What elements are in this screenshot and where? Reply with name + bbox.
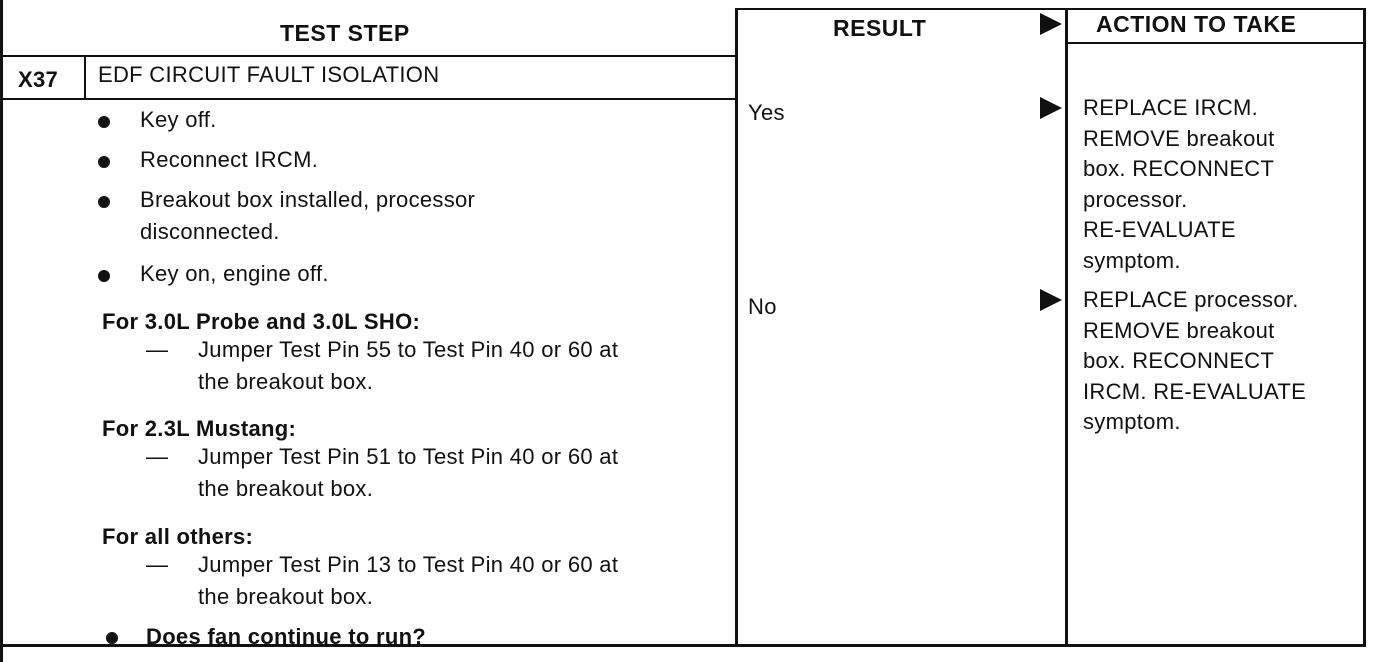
section-heading-probe-sho: For 3.0L Probe and 3.0L SHO: bbox=[102, 309, 421, 334]
section-heading-mustang: For 2.3L Mustang: bbox=[102, 416, 297, 441]
bullet-breakout-box: Breakout box installed, processor bbox=[140, 187, 476, 212]
dash: — bbox=[146, 552, 169, 577]
step-title: EDF CIRCUIT FAULT ISOLATION bbox=[98, 62, 440, 87]
action-line: box. RECONNECT bbox=[1083, 156, 1275, 181]
action-line: box. RECONNECT bbox=[1083, 348, 1275, 373]
bullet-key-on: Key on, engine off. bbox=[140, 261, 329, 286]
step-title-underline bbox=[0, 98, 738, 100]
header-bottom-rule-right bbox=[1065, 42, 1366, 44]
header-action: ACTION TO TAKE bbox=[1096, 11, 1297, 37]
bullet-dot-icon bbox=[98, 196, 110, 208]
header-bottom-rule bbox=[0, 55, 738, 57]
step-id-divider bbox=[84, 55, 86, 100]
dash: — bbox=[146, 444, 169, 469]
result-yes: Yes bbox=[748, 100, 785, 125]
header-test-step: TEST STEP bbox=[280, 20, 410, 46]
action-line: RE-EVALUATE bbox=[1083, 217, 1236, 242]
action-no bbox=[1083, 285, 1306, 438]
step-id: X37 bbox=[18, 67, 59, 92]
header-top-rule bbox=[735, 8, 1366, 10]
action-line: IRCM. RE-EVALUATE bbox=[1083, 378, 1307, 404]
section-heading-all-others: For all others: bbox=[102, 524, 254, 549]
section-instruction: Jumper Test Pin 51 to Test Pin 40 or 60 at bbox=[198, 444, 619, 469]
table-border-right bbox=[1363, 8, 1366, 646]
action-line: symptom. bbox=[1083, 247, 1181, 273]
col-divider-action bbox=[1065, 8, 1068, 646]
action-line: REPLACE IRCM. bbox=[1083, 95, 1259, 120]
bullet-breakout-box-cont: disconnected. bbox=[140, 219, 280, 244]
bullet-dot-icon bbox=[98, 156, 110, 168]
section-instruction-cont: the breakout box. bbox=[198, 369, 374, 394]
section-instruction: Jumper Test Pin 55 to Test Pin 40 or 60 at bbox=[198, 337, 619, 362]
action-line: REMOVE breakout bbox=[1083, 125, 1275, 151]
section-instruction-cont: the breakout box. bbox=[198, 476, 374, 501]
action-line: processor. bbox=[1083, 186, 1188, 212]
header-arrow-icon bbox=[1040, 13, 1062, 35]
section-instruction: Jumper Test Pin 13 to Test Pin 40 or 60 at bbox=[198, 552, 619, 577]
action-yes bbox=[1083, 93, 1275, 276]
bullet-reconnect-ircm: Reconnect IRCM. bbox=[140, 147, 319, 172]
bullet-dot-icon bbox=[98, 270, 110, 282]
bullet-dot-icon bbox=[106, 632, 118, 644]
col-divider-result bbox=[735, 8, 738, 646]
bullet-key-off: Key off. bbox=[140, 107, 217, 132]
result-arrow-icon bbox=[1040, 97, 1062, 119]
action-line: REPLACE processor. bbox=[1083, 287, 1299, 312]
question: Does fan continue to run? bbox=[146, 624, 427, 649]
section-instruction-cont: the breakout box. bbox=[198, 584, 374, 609]
action-line: REMOVE breakout bbox=[1083, 317, 1275, 343]
result-no: No bbox=[748, 294, 777, 319]
header-result: RESULT bbox=[833, 15, 927, 41]
result-arrow-icon bbox=[1040, 289, 1062, 311]
action-line: symptom. bbox=[1083, 409, 1181, 434]
bullet-dot-icon bbox=[98, 116, 110, 128]
dash: — bbox=[146, 337, 169, 362]
